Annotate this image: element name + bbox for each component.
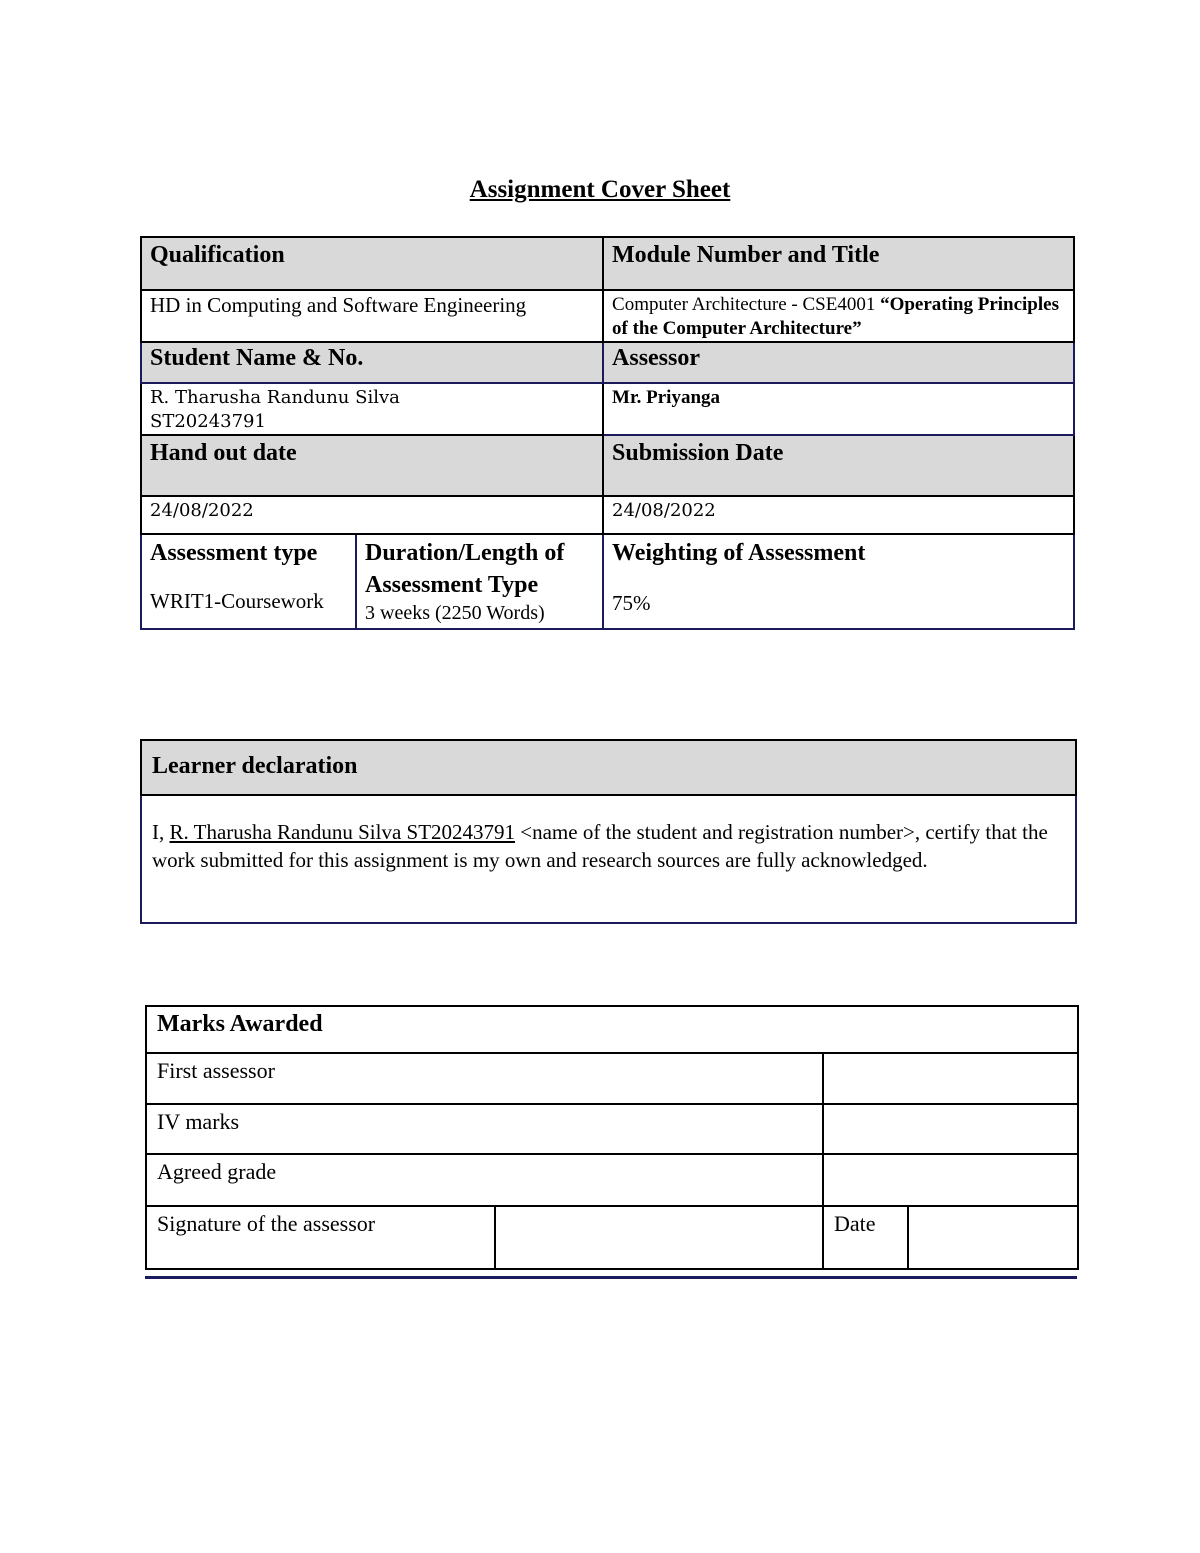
assessment-type-value: WRIT1-Coursework bbox=[150, 589, 324, 613]
handout-value: 24/08/2022 bbox=[141, 496, 603, 534]
signature-label: Signature of the assessor bbox=[146, 1206, 495, 1269]
assessment-type-label: Assessment type bbox=[150, 540, 318, 566]
student-value bbox=[141, 383, 603, 435]
assessor-value: Mr. Priyanga bbox=[603, 383, 1074, 435]
declaration-label: Learner declaration bbox=[141, 740, 1076, 795]
duration-value: 3 weeks (2250 Words) bbox=[365, 602, 545, 624]
agreed-grade-mark[interactable] bbox=[823, 1154, 1078, 1206]
declaration-prefix: I, bbox=[152, 820, 170, 844]
student-name: R. Tharusha Randunu Silva bbox=[150, 387, 400, 408]
iv-marks-mark[interactable] bbox=[823, 1104, 1078, 1154]
student-label: Student Name & No. bbox=[141, 342, 603, 383]
qualification-label: Qualification bbox=[141, 237, 603, 290]
first-assessor-mark[interactable] bbox=[823, 1053, 1078, 1104]
qualification-value: HD in Computing and Software Engineering bbox=[141, 290, 603, 342]
weighting-cell bbox=[603, 534, 1074, 629]
submission-value: 24/08/2022 bbox=[603, 496, 1074, 534]
marks-awarded-table bbox=[145, 1005, 1079, 1270]
student-number: ST20243791 bbox=[150, 411, 266, 432]
date-label: Date bbox=[823, 1206, 908, 1269]
date-field[interactable] bbox=[908, 1206, 1078, 1269]
module-value-title: “Operating Principles of the Computer Architecture” bbox=[612, 294, 1059, 339]
assessor-label: Assessor bbox=[603, 342, 1074, 383]
weighting-label: Weighting of Assessment bbox=[612, 540, 866, 566]
iv-marks-label: IV marks bbox=[146, 1104, 823, 1154]
duration-label: Duration/Length of Assessment Type bbox=[365, 540, 565, 598]
marks-label: Marks Awarded bbox=[146, 1006, 1078, 1053]
module-value-prefix: Computer Architecture - CSE4001 bbox=[612, 294, 881, 315]
bottom-rule bbox=[145, 1276, 1077, 1279]
module-value bbox=[603, 290, 1074, 342]
module-label: Module Number and Title bbox=[603, 237, 1074, 290]
handout-label: Hand out date bbox=[141, 435, 603, 496]
signature-field[interactable] bbox=[495, 1206, 823, 1269]
agreed-grade-label: Agreed grade bbox=[146, 1154, 823, 1206]
declaration-rest: <name of the student and registration number>, certify that the work submitted for this assignment is my own and research sources are fully acknowledged. bbox=[152, 820, 1048, 872]
assignment-info-table bbox=[140, 236, 1075, 630]
learner-declaration-table bbox=[140, 739, 1077, 924]
assessment-type-cell bbox=[141, 534, 356, 629]
first-assessor-label: First assessor bbox=[146, 1053, 823, 1104]
declaration-text bbox=[141, 795, 1076, 923]
duration-cell bbox=[356, 534, 603, 629]
page-title: Assignment Cover Sheet bbox=[469, 176, 731, 203]
submission-label: Submission Date bbox=[603, 435, 1074, 496]
weighting-value: 75% bbox=[612, 591, 651, 615]
declaration-name: R. Tharusha Randunu Silva ST20243791 bbox=[169, 820, 516, 844]
